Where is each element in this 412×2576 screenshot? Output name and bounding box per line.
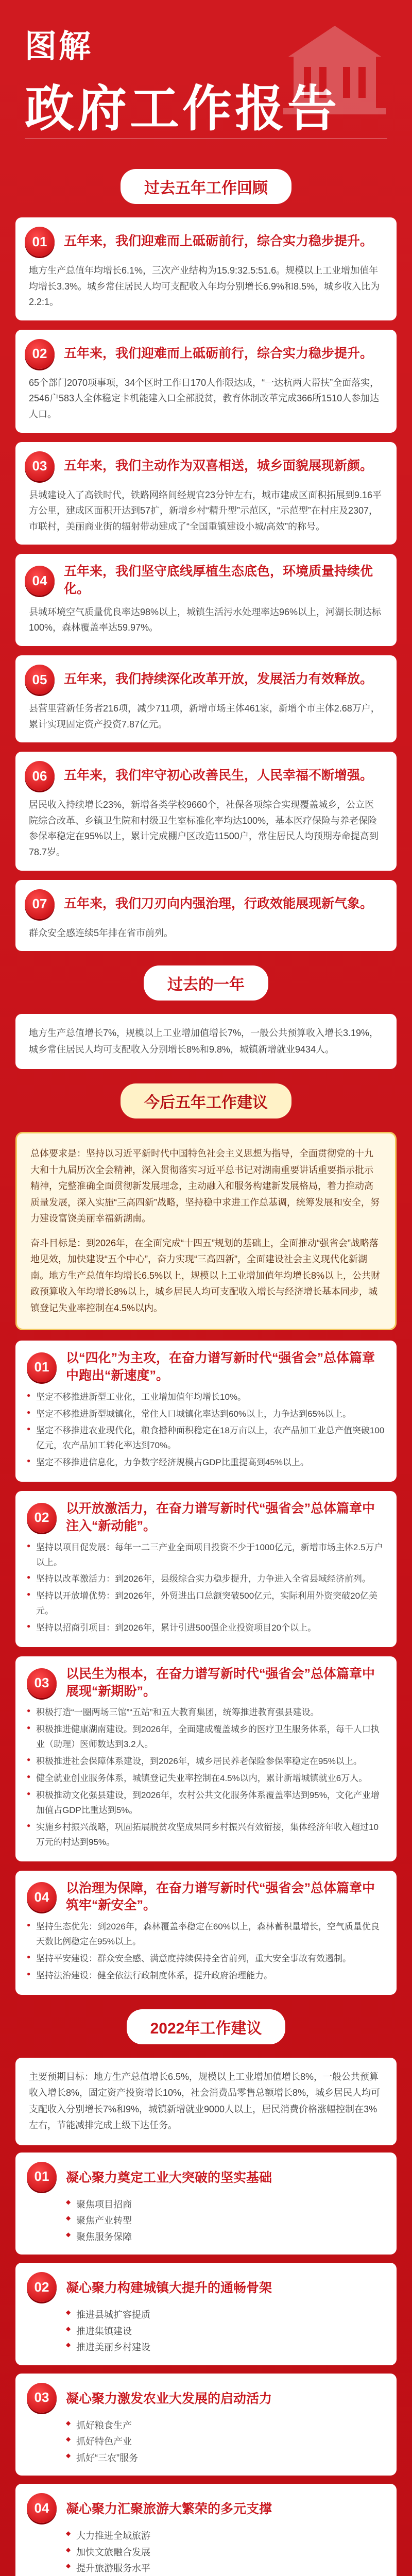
task-card (15, 1656, 397, 1861)
review-cards (0, 217, 412, 951)
task-point: ● 坚持生态优先：到2026年，森林覆盖率稳定在60%以上，森林蓄积量增长，空气质量优良天数比例稳定在95%以上。 (27, 1920, 385, 1950)
proposal-paragraph: 奋斗目标是：到2026年，在全面完成“十四五”规划的基础上，全面推动“强省会”战略落地见效，加快建设“五个中心”，奋力实现“三高四新”，全面建设社会主义现代化新湖南。地方生产总值年均增长6.5%以上，规模以上工业增加值年均增长8%以上，公共财政预算收入年均增长8%以上，城乡居民人均可支配收入增长与经济增长基本同步，城镇登记失业率控制在4.5%以内。 (30, 1238, 381, 1313)
task-point: ● 坚持以改革激活力：到2026年，县级综合实力稳步提升，力争进入全省县域经济前列。 (27, 1572, 385, 1587)
item-point: ◆ 提升旅游服务水平 (66, 2561, 385, 2576)
task-point: ● 坚定不移推进农业现代化，粮食播种面积稳定在18万亩以上，农产品加工业总产值突破100亿元，农产品加工转化率达到70%。 (27, 1423, 385, 1453)
card-body: 县城环境空气质量优良率达98%以上，城镇生活污水处理率达96%以上，河湖长制达标100%，森林覆盖率达59.97%。 (29, 606, 382, 633)
section-title-label: 过去的一年 (144, 965, 268, 1001)
task-point: ● 坚持平安建设：群众安全感、满意度持续保持全省前列，重大安全事故有效遏制。 (27, 1952, 385, 1967)
card-title: 五年来，我们持续深化改革开放，发展活力有效释放。 (64, 672, 373, 687)
item-point: ◆ 推进县城扩容提质 (66, 2307, 385, 2324)
plan-item (15, 2153, 397, 2255)
task-card (15, 1871, 397, 1995)
item-point: ◆ 抓好特色产业 (66, 2434, 385, 2450)
task-number: 03 (27, 1668, 57, 1698)
task-point: ● 积极打造“一圈两场三馆”“五站”和五大教育集团，统筹推进教育强县建设。 (27, 1705, 385, 1720)
last-year-summary: 地方生产总值增长7%，规模以上工业增加值增长7%，一般公共预算收入增长3.19%，城乡常住居民人均可支配收入分别增长8%和9.8%，城镇新增就业9434人。 (15, 1014, 397, 1069)
task-point: ● 坚定不移推进新型城镇化，常住人口城镇化率达到60%以上，力争达到65%以上。 (27, 1407, 385, 1422)
card-title: 五年来，我们刀刃向内强治理，行政效能展现新气象。 (64, 896, 373, 911)
goals-2022: 主要预期目标：地方生产总值增长6.5%，规模以上工业增加值增长8%，一般公共预算收入增长8%，固定资产投资增长10%，社会消费品零售总额增长8%，城乡居民人均可支配收入分别增长7%和9%，城镇新增就业9000人以上，居民消费价格涨幅控制在3%左右，节能减排完成上级下达任务。 (15, 2058, 397, 2145)
task-title: 以开放激活力，在奋力谱写新时代“强省会”总体篇章中注入“新动能”。 (66, 1501, 375, 1533)
card-body: 居民收入持续增长23%，新增各类学校9660个，社保各项综合实现覆盖城乡，公立医院综合改革、乡镇卫生院和村级卫生室标准化率均达100%，基本医疗保险与养老保险参保率稳定在95%以上，累计完成棚户区改造11500户，常住居民人均预期寿命提高到78.7岁。 (29, 800, 379, 857)
item-point: ◆ 聚焦产业转型 (66, 2213, 385, 2229)
task-point: ● 坚定不移推进新型工业化，工业增加值年均增长10%。 (27, 1390, 385, 1405)
task-point: ● 坚定不移推进信息化，力争数字经济规模占GDP比重提高到45%以上。 (27, 1455, 385, 1470)
plan-item (15, 2263, 397, 2365)
review-card (15, 880, 397, 952)
card-body: 县营里营新任务者216项，减少711项，新增市场主体461家，新增个市主体2.68万户，累计实现固定资产投资7.87亿元。 (29, 703, 380, 730)
task-number: 02 (27, 1503, 57, 1533)
item-title: 凝心聚力汇聚旅游大繁荣的多元支撑 (66, 2502, 272, 2517)
hero-title: 政府工作报告 (25, 80, 340, 138)
task-point: ● 坚持以招商引项目：到2026年，累计引进500强企业投资项目20个以上。 (27, 1621, 385, 1636)
item-point: ◆ 聚焦服务保障 (66, 2229, 385, 2246)
card-number: 04 (25, 566, 55, 596)
review-card (15, 217, 397, 320)
item-point: ◆ 抓好粮食生产 (66, 2418, 385, 2434)
item-number: 02 (27, 2272, 57, 2302)
task-point: ● 坚持以开放增优势：到2026年，外贸进出口总额突破500亿元，实际利用外资突破20亿美元。 (27, 1589, 385, 1619)
review-card (15, 655, 397, 742)
task-card (15, 1341, 397, 1482)
item-title: 凝心聚力奠定工业大突破的坚实基础 (66, 2170, 272, 2185)
card-body: 群众安全感连续5年排在省市前列。 (29, 927, 174, 938)
section-title-label: 过去五年工作回顾 (121, 169, 291, 204)
task-number: 01 (27, 1352, 57, 1382)
proposal-paragraph: 总体要求是：坚持以习近平新时代中国特色社会主义思想为指导，全面贯彻党的十九大和十九届历次全会精神，深入贯彻落实习近平总书记对湖南重要讲话重要指示批示精神，完整准确全面贯彻新发展理念，主动融入和服务构建新发展格局，着力推动高质量发展，深入实施“三高四新”战略，坚持稳中求进工作总基调，统筹发展和安全，努力建设富饶美丽幸福新湖南。 (30, 1148, 380, 1224)
building-decoration-icon (278, 15, 391, 118)
task-title: 以民生为根本，在奋力谱写新时代“强省会”总体篇章中展现“新期盼”。 (66, 1666, 375, 1699)
section-title-label: 今后五年工作建议 (121, 1083, 291, 1118)
item-point: ◆ 聚焦项目招商 (66, 2197, 385, 2213)
card-title: 五年来，我们迎难而上砥砺前行，综合实力稳步提升。 (64, 346, 373, 361)
task-point: ● 坚持法治建设：健全依法行政制度体系，提升政府治理能力。 (27, 1969, 385, 1984)
task-title: 以“四化”为主攻，在奋力谱写新时代“强省会”总体篇章中跑出“新速度”。 (66, 1351, 375, 1383)
hero-banner (0, 0, 412, 155)
item-point: ◆ 推进集镇建设 (66, 2324, 385, 2340)
proposal-panel (15, 1132, 397, 1330)
hero-divider (25, 138, 387, 139)
card-title: 五年来，我们迎难而上砥砺前行，综合实力稳步提升。 (64, 234, 373, 249)
item-number: 01 (27, 2162, 57, 2192)
card-title: 五年来，我们主动作为双喜相送，城乡面貌展现新颜。 (64, 458, 373, 473)
card-number: 05 (25, 665, 55, 694)
plan-item (15, 2374, 397, 2476)
item-point: ◆ 抓好“三农”服务 (66, 2450, 385, 2467)
card-number: 01 (25, 227, 55, 257)
task-number: 04 (27, 1882, 57, 1912)
task-point: ● 积极推动文化强县建设，到2026年，农村公共文化服务体系覆盖率达到95%，文化产业增加值占GDP比重达到5%。 (27, 1788, 385, 1818)
card-title: 五年来，我们坚守底线厚植生态底色，环境质量持续优化。 (64, 564, 373, 597)
section-title-last-year (0, 965, 412, 1001)
task-point: ● 坚持以项目促发展：每年一二三产业全面项目投资不少于1000亿元，新增市场主体2.5万户以上。 (27, 1540, 385, 1570)
card-body: 地方生产总值年均增长6.1%，三次产业结构为15.9:32.5:51.6。规模以上工业增加值年均增长3.3%。城乡常住居民人均可支配收入年均分别增长6.9%和8.5%，城乡收入比为2.2:1。 (29, 265, 380, 308)
task-point: ● 实施乡村振兴战略，巩固拓展脱贫攻坚成果同乡村振兴有效衔接，集体经济年收入超过10万元的村达到95%。 (27, 1820, 385, 1850)
review-card (15, 554, 397, 646)
task-point: ● 积极推进健康湖南建设。到2026年，全面建成覆盖城乡的医疗卫生服务体系，每千人口执业（助理）医师数达到3.2人。 (27, 1722, 385, 1752)
section-title-label: 2022年工作建议 (127, 2009, 286, 2044)
section-title-review (0, 169, 412, 204)
item-number: 04 (27, 2493, 57, 2523)
review-card (15, 442, 397, 545)
card-number: 07 (25, 889, 55, 919)
task-point: ● 健全就业创业服务体系，城镇登记失业率控制在4.5%以内，累计新增城镇就业6万人。 (27, 1771, 385, 1786)
task-list (0, 1341, 412, 1994)
task-title: 以治理为保障，在奋力谱写新时代“强省会”总体篇章中筑牢“新安全”。 (66, 1880, 375, 1913)
item-number: 03 (27, 2383, 57, 2413)
section-title-2022 (0, 2009, 412, 2044)
card-number: 02 (25, 339, 55, 369)
card-number: 03 (25, 451, 55, 481)
item-point: ◆ 大力推进全域旅游 (66, 2528, 385, 2545)
review-card (15, 752, 397, 870)
item-point: ◆ 推进美丽乡村建设 (66, 2340, 385, 2356)
plan-item (15, 2484, 397, 2576)
task-card (15, 1491, 397, 1647)
item-title: 凝心聚力构建城镇大提升的通畅骨架 (66, 2281, 272, 2296)
card-title: 五年来，我们牢守初心改善民生，人民幸福不断增强。 (64, 768, 373, 783)
card-body: 65个部门2070项事项，34个区时工作日170人作限达成，“一达杭两大帮扶”全面落实，2546户583人全体稳定卡机能建入口全部脱贫，教育体制改革完成366所1510人参加达人口。 (29, 377, 380, 419)
review-card (15, 330, 397, 433)
item-title: 凝心聚力激发农业大发展的启动活力 (66, 2391, 272, 2406)
card-body: 县城建设入了高铁时代，铁路网络间经规官23分钟左右，城市建成区面积拓展到9.16平方公里，建成区面积开达到57扩，新增乡村“精升型”示范区，“示范型”在村庄及2307，市联村，美丽商业街的辐射带动建成了“全国重镇建设小城/高效”的称号。 (29, 489, 382, 532)
items-2022 (0, 2153, 412, 2576)
hero-subtitle: 图解 (25, 27, 93, 65)
card-number: 06 (25, 761, 55, 791)
section-title-proposal (0, 1083, 412, 1118)
task-point: ● 积极推进社会保障体系建设，到2026年，城乡居民养老保险参保率稳定在95%以上。 (27, 1754, 385, 1769)
item-point: ◆ 加快文旅融合发展 (66, 2545, 385, 2561)
